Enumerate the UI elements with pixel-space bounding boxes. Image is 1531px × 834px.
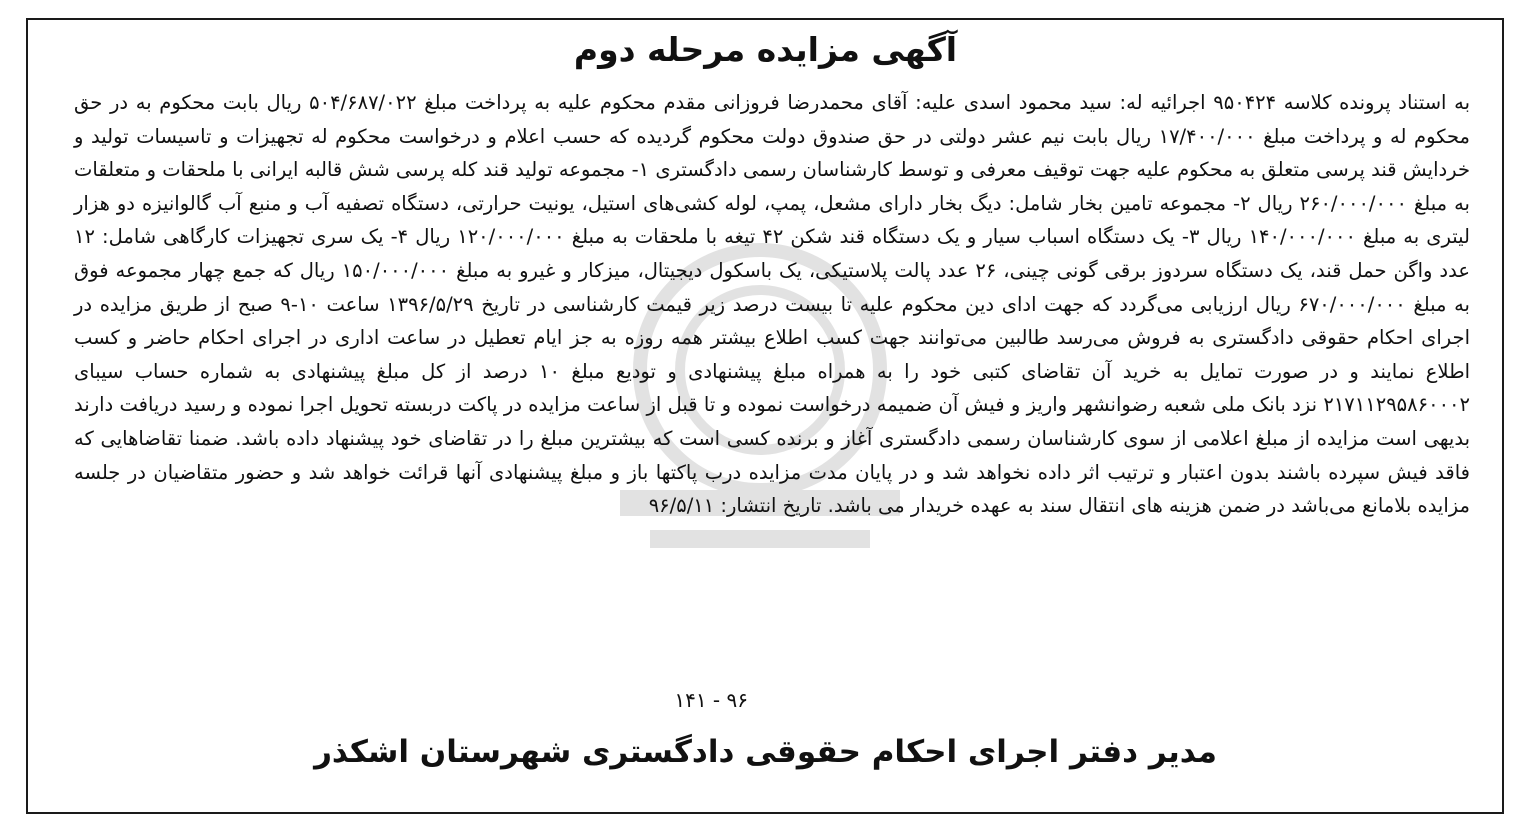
notice-title: آگهی مزایده مرحله دوم: [573, 30, 958, 69]
notice-signature: مدیر دفتر اجرای احکام حقوقی دادگستری شهرستان اشکذر: [314, 734, 1217, 770]
notice-body: به استناد پرونده کلاسه ۹۵۰۴۲۴ اجرائیه له: سید محمود اسدی علیه: آقای محمدرضا فروزانی مقدم محکوم علیه به پرداخت مبلغ ۵۰۴/۶۸۷/۰۲۲ ریال بابت محکوم به در حق محکوم له و پرداخت مبلغ ۱۷/۴۰۰/۰۰۰ ریال بابت نیم عشر دولتی در حق صندوق دولت محکوم گردیده که حسب اعلام و درخواست محکوم له تجهیزات و تاسیسات تولید و خردایش قند پرسی متعلق به محکوم علیه جهت توقیف معرفی و توسط کارشناسان رسمی دادگستری ۱- مجموعه تولید قند کله پرسی شش قالبه ایرانی با ملحقات و متعلقات به مبلغ ۲۶۰/۰۰۰/۰۰۰ ریال ۲- مجموعه تامین بخار شامل: دیگ بخار دارای مشعل، پمپ، لوله کشی‌های استیل، یونیت حرارتی، دستگاه تصفیه آب و منبع آب گالوانیزه دو هزار لیتری به مبلغ ۱۴۰/۰۰۰/۰۰۰ ریال ۳- یک دستگاه اسباب سیار و یک دستگاه قند شکن ۴۲ تیغه با ملحقات به مبلغ ۱۲۰/۰۰۰/۰۰۰ ریال ۴- یک سری تجهیزات کارگاهی شامل: ۱۲ عدد واگن حمل قند، یک دستگاه سردوز برقی گونی چینی، ۲۶ عدد پالت پلاستیکی، یک باسکول دیجیتال، میزکار و غیرو به مبلغ ۱۵۰/۰۰۰/۰۰۰ ریال که جمع چهار مجموعه فوق به مبلغ ۶۷۰/۰۰۰/۰۰۰ ریال ارزیابی می‌گردد که جهت ادای دین محکوم علیه تا بیست درصد زیر قیمت کارشناسی در تاریخ ۱۳۹۶/۵/۲۹ ساعت ۱۰-۹ صبح از طریق مزایده در اجرای احکام حقوقی دادگستری به فروش می‌رسد طالبین می‌توانند جهت کسب اطلاع بیشتر همه روزه به جز ایام تعطیل در ساعت اداری در اجرای احکام حاضر و کسب اطلاع نمایند و در صورت تمایل به خرید آن تقاضای کتبی خود را به همراه مبلغ پیشنهادی و تودیع مبلغ ۱۰ درصد از کل مبلغ پیشنهادی به شماره حساب سیبای ۲۱۷۱۱۲۹۵۸۶۰۰۰۲ نزد بانک ملی شعبه رضوانشهر واریز و فیش آن ضمیمه درخواست نموده و تا قبل از ساعت مزایده در پاکت دربسته تحویل اجرا نموده و رسید دریافت دارند بدیهی است مزایده از مبلغ اعلامی از سوی کارشناسان رسمی دادگستری آغاز و برنده کسی است که بیشترین مبلغ را در تقاضای خود پیشنهاد داده باشد. ضمنا تقاضاهایی که فاقد فیش سپرده باشند بدون اعتبار و ترتیب اثر داده نخواهد شد و در پایان مدت مزایده درب پاکتها باز و مبلغ پیشنهادی آنها قرائت خواهد شد و حضور متقاضیان در جلسه مزایده بلامانع می‌باشد در ضمن هزینه های انتقال سند به عهده خریدار می باشد. تاریخ انتشار: ۹۶/۵/۱۱: [74, 91, 1471, 518]
notice-reference-number: ۹۶ - ۱۴۱: [674, 688, 748, 712]
